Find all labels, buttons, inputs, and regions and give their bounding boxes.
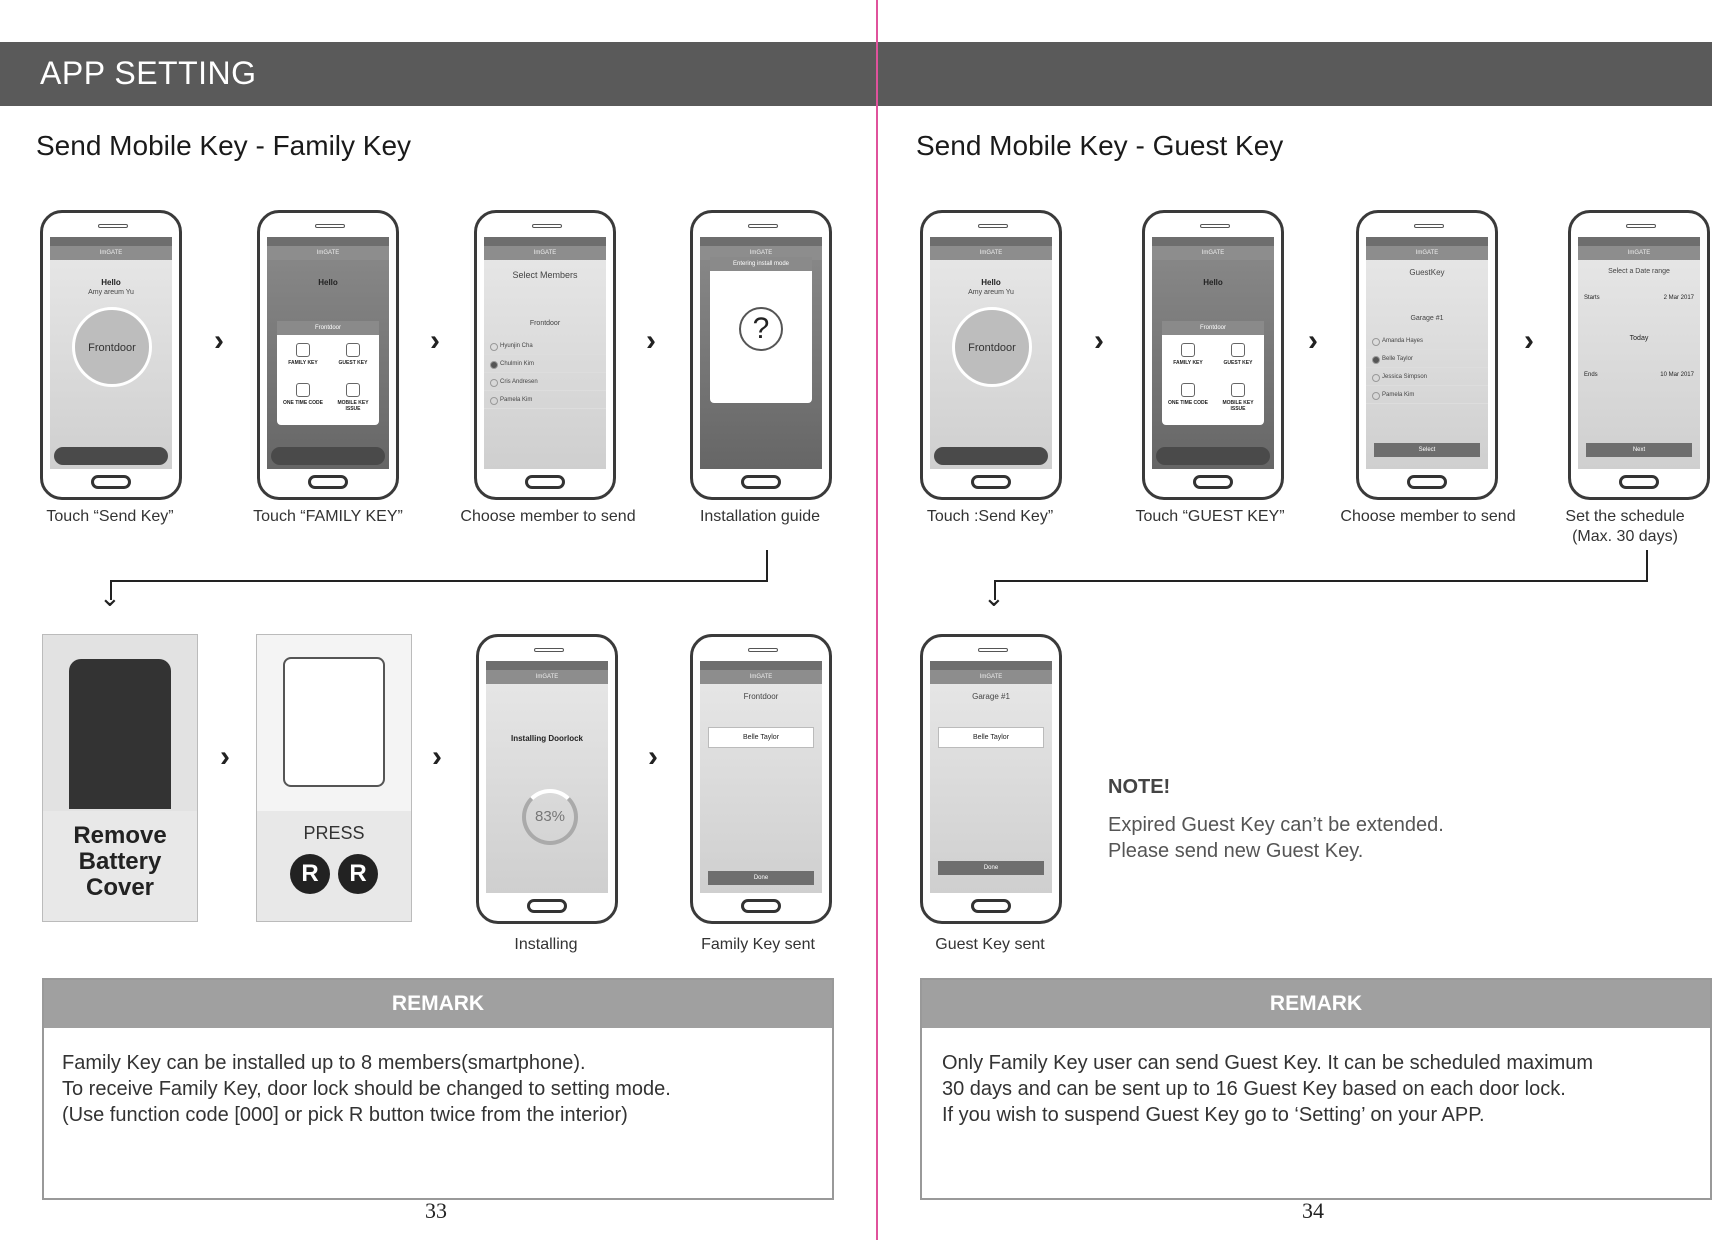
timer-icon xyxy=(1181,383,1195,397)
phone-installing xyxy=(476,634,618,924)
app-title: ImGATE xyxy=(930,246,1052,260)
timer-icon xyxy=(296,383,310,397)
phone-screen xyxy=(267,237,389,469)
install-popup-title: Entering install mode xyxy=(710,257,812,271)
start-date: 2 Mar 2017 xyxy=(1663,295,1694,301)
garage-label: Garage #1 xyxy=(1410,315,1444,322)
r-button-badge: R xyxy=(338,854,378,894)
phone-screen xyxy=(1578,237,1700,469)
phone-family-key xyxy=(257,210,399,500)
step-caption: Set the schedule xyxy=(1565,508,1685,525)
phone-screen xyxy=(50,237,172,469)
remark-line: To receive Family Key, door lock should be changed to setting mode. xyxy=(62,1078,671,1100)
chevron-right-icon: › xyxy=(646,324,656,357)
today-picker[interactable]: Today xyxy=(1629,335,1649,342)
step-caption: Choose member to send xyxy=(460,508,636,525)
app-title: ImGATE xyxy=(700,246,822,260)
hello-text: Hello xyxy=(1203,278,1223,287)
press-r-card xyxy=(256,634,412,922)
installing-title: Installing Doorlock xyxy=(510,734,583,743)
door-ring[interactable] xyxy=(952,307,1032,387)
hello-text: Hello xyxy=(318,278,338,287)
one-time-label: ONE TIME CODE xyxy=(283,400,324,406)
door-label: Frontdoor xyxy=(88,342,136,354)
chevron-right-icon: › xyxy=(214,324,224,357)
door-label: Frontdoor xyxy=(529,320,561,327)
phone-guest-key-sent xyxy=(920,634,1062,924)
door-label: Frontdoor xyxy=(743,692,779,701)
done-button[interactable]: Done xyxy=(708,871,814,885)
phone-screen xyxy=(486,661,608,893)
member-row[interactable]: Pamela Kim xyxy=(1366,386,1488,404)
mobile-key-label: MOBILE KEY ISSUE xyxy=(1222,400,1254,412)
battery-cover-illustration xyxy=(69,659,171,809)
bottom-nav[interactable] xyxy=(1156,447,1270,465)
phone-speaker xyxy=(98,224,128,228)
phone-screen xyxy=(930,237,1052,469)
member-row[interactable]: Amanda Hayes xyxy=(1366,332,1488,350)
person-icon xyxy=(296,343,310,357)
chevron-right-icon: › xyxy=(1308,324,1318,357)
phone-screen xyxy=(1152,237,1274,469)
family-key-option[interactable] xyxy=(283,343,323,366)
door-ring[interactable] xyxy=(72,307,152,387)
family-key-label: FAMILY KEY xyxy=(1173,360,1203,366)
calendar-icon xyxy=(1231,343,1245,357)
guest-key-label: GUEST KEY xyxy=(1223,360,1253,366)
done-button[interactable]: Done xyxy=(938,861,1044,875)
note-line: Expired Guest Key can’t be extended. xyxy=(1108,814,1444,836)
phone-schedule xyxy=(1568,210,1710,500)
step-caption: (Max. 30 days) xyxy=(1572,528,1678,545)
user-name: Amy areum Yu xyxy=(88,289,134,296)
connector-line xyxy=(766,550,768,582)
chevron-right-icon: › xyxy=(430,324,440,357)
date-range-title: Select a Date range xyxy=(1608,268,1670,275)
app-title: ImGATE xyxy=(930,670,1052,684)
r-button-badge: R xyxy=(290,854,330,894)
chevron-right-icon: › xyxy=(432,740,442,773)
guest-key-option[interactable] xyxy=(1218,343,1258,366)
phone-choose-guest xyxy=(1356,210,1498,500)
key-popup xyxy=(1162,321,1264,425)
page-spine-divider xyxy=(876,0,878,1240)
ends-label: Ends xyxy=(1584,372,1598,378)
family-key-section-title: Send Mobile Key - Family Key xyxy=(36,130,412,161)
one-time-label: ONE TIME CODE xyxy=(1168,400,1209,406)
remark-line: 30 days and can be sent up to 16 Guest Key based on each door lock. xyxy=(942,1078,1566,1100)
phone-family-key-sent xyxy=(690,634,832,924)
note-title: NOTE! xyxy=(1108,776,1171,798)
select-button[interactable]: Select xyxy=(1374,443,1480,457)
connector-line xyxy=(994,580,1648,582)
step-caption: Family Key sent xyxy=(701,936,815,953)
phone-send-key xyxy=(920,210,1062,500)
phone-select-members xyxy=(474,210,616,500)
one-time-code-option[interactable] xyxy=(1168,383,1208,406)
member-row[interactable]: Chulmin Kim xyxy=(484,355,606,373)
remark-line: Only Family Key user can send Guest Key. It can be scheduled maximum xyxy=(942,1052,1594,1074)
phone-screen xyxy=(484,237,606,469)
step-caption: Touch “FAMILY KEY” xyxy=(253,508,403,525)
press-label: PRESS xyxy=(303,823,365,843)
card-line: Battery xyxy=(78,848,162,875)
step-caption: Installation guide xyxy=(699,508,821,525)
step-caption: Touch “Send Key” xyxy=(46,508,174,525)
popup-title: Frontdoor xyxy=(277,321,379,335)
person-icon xyxy=(1181,343,1195,357)
chevron-right-icon: › xyxy=(1094,324,1104,357)
guest-key-option[interactable] xyxy=(333,343,373,366)
guest-key-section-title: Send Mobile Key - Guest Key xyxy=(916,130,1284,161)
phone-installation-guide xyxy=(690,210,832,500)
remove-battery-text xyxy=(43,811,197,921)
step-caption: Choose member to send xyxy=(1340,508,1516,525)
install-popup xyxy=(710,257,812,403)
remark-line: (Use function code [000] or pick R button twice from the interior) xyxy=(62,1104,628,1126)
app-title: ImGATE xyxy=(484,246,606,260)
guest-key-label: GUEST KEY xyxy=(338,360,368,366)
chevron-down-icon: ⌄ xyxy=(983,582,1005,612)
app-title: ImGATE xyxy=(1152,246,1274,260)
remark-title: REMARK xyxy=(922,980,1710,1028)
bottom-nav[interactable] xyxy=(934,447,1048,465)
note-body xyxy=(1108,812,1444,864)
user-name: Amy areum Yu xyxy=(968,289,1014,296)
hello-text: Hello xyxy=(101,278,121,287)
recipient-card: Belle Taylor xyxy=(708,727,814,748)
starts-label: Starts xyxy=(1584,295,1600,301)
chevron-right-icon: › xyxy=(1524,324,1534,357)
phone-screen xyxy=(700,237,822,469)
phone-send-key xyxy=(40,210,182,500)
step-caption: Touch :Send Key” xyxy=(926,508,1054,525)
phone-screen xyxy=(1366,237,1488,469)
bottom-nav[interactable] xyxy=(271,447,385,465)
select-members-title: Select Members xyxy=(512,270,578,280)
press-r-text xyxy=(257,811,411,921)
family-key-label: FAMILY KEY xyxy=(288,360,318,366)
app-title: ImGATE xyxy=(486,670,608,684)
phone-icon xyxy=(346,383,360,397)
question-icon: ? xyxy=(739,307,783,351)
hello-text: Hello xyxy=(981,278,1001,287)
one-time-code-option[interactable] xyxy=(283,383,323,406)
guestkey-title: GuestKey xyxy=(1409,268,1445,277)
mobile-key-issue-option[interactable] xyxy=(1218,383,1258,412)
phone-icon xyxy=(1231,383,1245,397)
remove-battery-card xyxy=(42,634,198,922)
mobile-key-label: MOBILE KEY ISSUE xyxy=(337,400,369,412)
connector-line xyxy=(110,580,768,582)
app-title: ImGATE xyxy=(1578,246,1700,260)
member-row[interactable]: Hyunjin Cha xyxy=(484,337,606,355)
remark-box-left xyxy=(42,978,834,1200)
step-caption: Installing xyxy=(514,936,578,953)
app-title: ImGATE xyxy=(1366,246,1488,260)
popup-title: Frontdoor xyxy=(1162,321,1264,335)
remark-box-right xyxy=(920,978,1712,1200)
chevron-down-icon: ⌄ xyxy=(99,582,121,612)
remark-body xyxy=(922,1028,1710,1150)
recipient-card: Belle Taylor xyxy=(938,727,1044,748)
card-line: Remove xyxy=(73,822,167,849)
chevron-right-icon: › xyxy=(220,740,230,773)
page-number: 34 xyxy=(1302,1198,1324,1223)
next-button[interactable]: Next xyxy=(1586,443,1692,457)
card-line: Cover xyxy=(85,874,155,901)
page-number: 33 xyxy=(425,1198,447,1223)
phone-guest-key xyxy=(1142,210,1284,500)
remark-line: Family Key can be installed up to 8 members(smartphone). xyxy=(62,1052,586,1074)
phone-screen xyxy=(700,661,822,893)
ends-row[interactable] xyxy=(1584,372,1694,378)
step-caption: Touch “GUEST KEY” xyxy=(1135,508,1285,525)
key-popup xyxy=(277,321,379,425)
starts-row[interactable] xyxy=(1584,295,1694,301)
member-row[interactable]: Belle Taylor xyxy=(1366,350,1488,368)
remark-body xyxy=(44,1028,832,1150)
app-title: ImGATE xyxy=(267,246,389,260)
end-date: 10 Mar 2017 xyxy=(1660,372,1694,378)
calendar-icon xyxy=(346,343,360,357)
remark-title: REMARK xyxy=(44,980,832,1028)
phone-screen xyxy=(930,661,1052,893)
member-row[interactable]: Pamela Kim xyxy=(484,391,606,409)
remark-line: If you wish to suspend Guest Key go to ‘Setting’ on your APP. xyxy=(942,1104,1485,1126)
member-row[interactable]: Jessica Simpson xyxy=(1366,368,1488,386)
garage-label: Garage #1 xyxy=(972,692,1010,701)
mobile-key-issue-option[interactable] xyxy=(333,383,373,412)
chevron-right-icon: › xyxy=(648,740,658,773)
member-row[interactable]: Cris Andresen xyxy=(484,373,606,391)
door-label: Frontdoor xyxy=(968,342,1016,354)
header-title: APP SETTING xyxy=(40,55,257,91)
bottom-nav[interactable] xyxy=(54,447,168,465)
app-title: ImGATE xyxy=(700,670,822,684)
app-title: ImGATE xyxy=(50,246,172,260)
home-button xyxy=(91,475,131,489)
step-caption: Guest Key sent xyxy=(935,936,1045,953)
battery-pack-illustration xyxy=(283,657,385,787)
progress-ring: 83% xyxy=(522,789,578,845)
connector-line xyxy=(1646,550,1648,582)
note-line: Please send new Guest Key. xyxy=(1108,840,1364,862)
header-bar xyxy=(0,42,1712,106)
family-key-option[interactable] xyxy=(1168,343,1208,366)
